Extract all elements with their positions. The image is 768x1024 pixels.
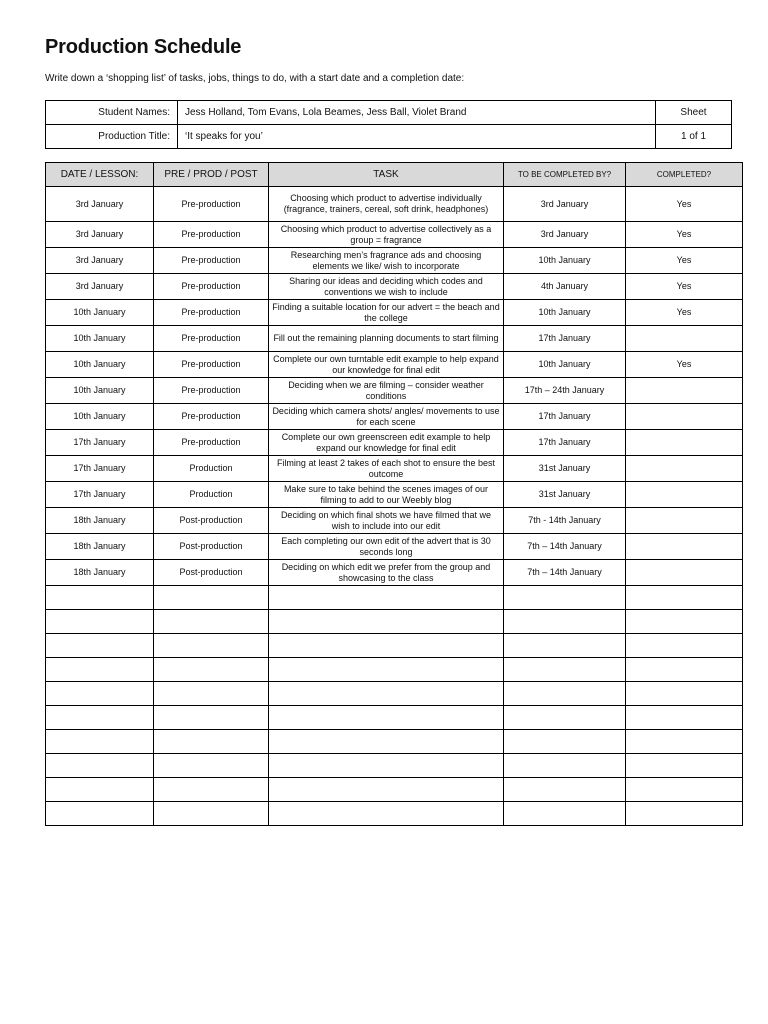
empty-cell[interactable]: [626, 754, 743, 778]
schedule-body: [46, 187, 743, 826]
empty-cell[interactable]: [46, 586, 154, 610]
empty-table-row: [46, 586, 743, 610]
table-row: [46, 274, 743, 300]
completed-cell[interactable]: Yes: [626, 248, 743, 274]
due-cell[interactable]: 17th January: [504, 404, 626, 430]
empty-cell[interactable]: [626, 634, 743, 658]
stage-cell[interactable]: Pre-production: [154, 222, 269, 248]
stage-cell[interactable]: Pre-production: [154, 404, 269, 430]
due-cell[interactable]: 10th January: [504, 248, 626, 274]
empty-table-row: [46, 778, 743, 802]
empty-cell[interactable]: [46, 778, 154, 802]
stage-cell[interactable]: Post-production: [154, 560, 269, 586]
date-cell[interactable]: 3rd January: [46, 248, 154, 274]
completed-cell[interactable]: [626, 404, 743, 430]
task-cell[interactable]: Choosing which product to advertise individually (fragrance, trainers, cereal, soft drink, headphones): [269, 187, 504, 222]
empty-cell[interactable]: [504, 682, 626, 706]
empty-table-row: [46, 706, 743, 730]
completed-cell[interactable]: Yes: [626, 352, 743, 378]
production-title-label: Production Title:: [46, 125, 178, 149]
due-cell[interactable]: 17th January: [504, 326, 626, 352]
due-cell[interactable]: 3rd January: [504, 187, 626, 222]
empty-table-row: [46, 802, 743, 826]
stage-cell[interactable]: Pre-production: [154, 187, 269, 222]
empty-cell[interactable]: [504, 730, 626, 754]
task-cell[interactable]: Complete our own greenscreen edit example to help expand our knowledge for final edit: [269, 430, 504, 456]
stage-cell[interactable]: Pre-production: [154, 352, 269, 378]
task-cell[interactable]: Deciding on which final shots we have filmed that we wish to include into our edit: [269, 508, 504, 534]
empty-cell[interactable]: [504, 754, 626, 778]
empty-cell[interactable]: [504, 778, 626, 802]
date-cell[interactable]: 3rd January: [46, 274, 154, 300]
empty-table-row: [46, 610, 743, 634]
empty-cell[interactable]: [154, 754, 269, 778]
task-cell[interactable]: Choosing which product to advertise collectively as a group = fragrance: [269, 222, 504, 248]
table-row: [46, 560, 743, 586]
due-cell[interactable]: 7th – 14th January: [504, 560, 626, 586]
empty-cell[interactable]: [154, 802, 269, 826]
empty-cell[interactable]: [46, 730, 154, 754]
empty-cell[interactable]: [154, 730, 269, 754]
due-cell[interactable]: 31st January: [504, 482, 626, 508]
col-header-date: DATE / LESSON:: [46, 163, 154, 187]
empty-table-row: [46, 658, 743, 682]
student-names-value[interactable]: Jess Holland, Tom Evans, Lola Beames, Jess Ball, Violet Brand: [178, 101, 656, 125]
task-cell[interactable]: Filming at least 2 takes of each shot to ensure the best outcome: [269, 456, 504, 482]
empty-cell[interactable]: [269, 634, 504, 658]
due-cell[interactable]: 7th – 14th January: [504, 534, 626, 560]
empty-cell[interactable]: [154, 610, 269, 634]
empty-cell[interactable]: [269, 778, 504, 802]
empty-cell[interactable]: [504, 658, 626, 682]
stage-cell[interactable]: Post-production: [154, 508, 269, 534]
completed-cell[interactable]: [626, 430, 743, 456]
due-cell[interactable]: 4th January: [504, 274, 626, 300]
empty-cell[interactable]: [626, 586, 743, 610]
completed-cell[interactable]: Yes: [626, 222, 743, 248]
empty-cell[interactable]: [626, 778, 743, 802]
empty-cell[interactable]: [154, 778, 269, 802]
stage-cell[interactable]: Pre-production: [154, 430, 269, 456]
stage-cell[interactable]: Pre-production: [154, 378, 269, 404]
info-table: [45, 100, 732, 149]
task-cell[interactable]: Complete our own turntable edit example to help expand our knowledge for final edit: [269, 352, 504, 378]
date-cell[interactable]: 17th January: [46, 430, 154, 456]
empty-cell[interactable]: [626, 610, 743, 634]
empty-cell[interactable]: [626, 658, 743, 682]
schedule-header-row: [46, 163, 743, 187]
stage-cell[interactable]: Post-production: [154, 534, 269, 560]
task-cell[interactable]: Researching men’s fragrance ads and choosing elements we like/ wish to incorporate: [269, 248, 504, 274]
sheet-label: Sheet: [656, 101, 732, 125]
empty-cell[interactable]: [269, 586, 504, 610]
table-row: [46, 482, 743, 508]
table-row: [46, 326, 743, 352]
due-cell[interactable]: 17th – 24th January: [504, 378, 626, 404]
empty-cell[interactable]: [626, 682, 743, 706]
empty-cell[interactable]: [46, 658, 154, 682]
completed-cell[interactable]: [626, 482, 743, 508]
stage-cell[interactable]: Pre-production: [154, 248, 269, 274]
empty-cell[interactable]: [46, 706, 154, 730]
empty-cell[interactable]: [154, 658, 269, 682]
completed-cell[interactable]: [626, 326, 743, 352]
due-cell[interactable]: 7th - 14th January: [504, 508, 626, 534]
student-names-label: Student Names:: [46, 101, 178, 125]
empty-cell[interactable]: [154, 682, 269, 706]
date-cell[interactable]: 18th January: [46, 534, 154, 560]
table-row: [46, 378, 743, 404]
task-cell[interactable]: Make sure to take behind the scenes images of our filming to add to our Weebly blog: [269, 482, 504, 508]
stage-cell[interactable]: Production: [154, 456, 269, 482]
date-cell[interactable]: 10th January: [46, 378, 154, 404]
completed-cell[interactable]: [626, 378, 743, 404]
stage-cell[interactable]: Production: [154, 482, 269, 508]
empty-table-row: [46, 730, 743, 754]
empty-cell[interactable]: [504, 610, 626, 634]
empty-cell[interactable]: [46, 634, 154, 658]
due-cell[interactable]: 17th January: [504, 430, 626, 456]
empty-table-row: [46, 754, 743, 778]
date-cell[interactable]: 18th January: [46, 508, 154, 534]
empty-cell[interactable]: [154, 706, 269, 730]
stage-cell[interactable]: Pre-production: [154, 274, 269, 300]
table-row: [46, 187, 743, 222]
empty-cell[interactable]: [626, 706, 743, 730]
empty-cell[interactable]: [504, 634, 626, 658]
task-cell[interactable]: Finding a suitable location for our advert = the beach and the college: [269, 300, 504, 326]
due-cell[interactable]: 10th January: [504, 300, 626, 326]
due-cell[interactable]: 3rd January: [504, 222, 626, 248]
empty-cell[interactable]: [504, 586, 626, 610]
col-header-task: TASK: [269, 163, 504, 187]
empty-cell[interactable]: [46, 610, 154, 634]
empty-cell[interactable]: [154, 586, 269, 610]
date-cell[interactable]: 18th January: [46, 560, 154, 586]
task-cell[interactable]: Deciding which camera shots/ angles/ movements to use for each scene: [269, 404, 504, 430]
table-row: [46, 222, 743, 248]
stage-cell[interactable]: Pre-production: [154, 326, 269, 352]
date-cell[interactable]: 10th January: [46, 352, 154, 378]
date-cell[interactable]: 3rd January: [46, 222, 154, 248]
empty-cell[interactable]: [269, 658, 504, 682]
table-row: [46, 456, 743, 482]
completed-cell[interactable]: [626, 534, 743, 560]
date-cell[interactable]: 3rd January: [46, 187, 154, 222]
col-header-stage: PRE / PROD / POST: [154, 163, 269, 187]
completed-cell[interactable]: [626, 560, 743, 586]
table-row: [46, 300, 743, 326]
date-cell[interactable]: 10th January: [46, 300, 154, 326]
empty-cell[interactable]: [269, 730, 504, 754]
empty-table-row: [46, 682, 743, 706]
production-title-value[interactable]: ‘It speaks for you’: [178, 125, 656, 149]
empty-cell[interactable]: [626, 730, 743, 754]
due-cell[interactable]: 10th January: [504, 352, 626, 378]
task-cell[interactable]: Deciding on which edit we prefer from the group and showcasing to the class: [269, 560, 504, 586]
completed-cell[interactable]: [626, 508, 743, 534]
empty-cell[interactable]: [46, 682, 154, 706]
empty-cell[interactable]: [46, 802, 154, 826]
empty-cell[interactable]: [269, 754, 504, 778]
completed-cell[interactable]: Yes: [626, 274, 743, 300]
empty-table-row: [46, 634, 743, 658]
date-cell[interactable]: 17th January: [46, 456, 154, 482]
date-cell[interactable]: 10th January: [46, 404, 154, 430]
completed-cell[interactable]: Yes: [626, 187, 743, 222]
sheet-number: 1 of 1: [656, 125, 732, 149]
task-cell[interactable]: Sharing our ideas and deciding which codes and conventions we wish to include: [269, 274, 504, 300]
col-header-due: TO BE COMPLETED BY?: [504, 163, 626, 187]
empty-cell[interactable]: [504, 802, 626, 826]
schedule-table: [45, 162, 743, 826]
table-row: [46, 404, 743, 430]
task-cell[interactable]: Deciding when we are filming – consider weather conditions: [269, 378, 504, 404]
date-cell[interactable]: 17th January: [46, 482, 154, 508]
due-cell[interactable]: 31st January: [504, 456, 626, 482]
task-cell[interactable]: Fill out the remaining planning documents to start filming: [269, 326, 504, 352]
col-header-completed: COMPLETED?: [626, 163, 743, 187]
empty-cell[interactable]: [154, 634, 269, 658]
page-instructions: Write down a ‘shopping list’ of tasks, jobs, things to do, with a start date and a completion date:: [45, 73, 465, 84]
empty-cell[interactable]: [504, 706, 626, 730]
empty-cell[interactable]: [46, 754, 154, 778]
completed-cell[interactable]: [626, 456, 743, 482]
empty-cell[interactable]: [626, 802, 743, 826]
empty-cell[interactable]: [269, 706, 504, 730]
empty-cell[interactable]: [269, 682, 504, 706]
table-row: [46, 248, 743, 274]
table-row: [46, 430, 743, 456]
empty-cell[interactable]: [269, 802, 504, 826]
table-row: [46, 508, 743, 534]
completed-cell[interactable]: Yes: [626, 300, 743, 326]
stage-cell[interactable]: Pre-production: [154, 300, 269, 326]
date-cell[interactable]: 10th January: [46, 326, 154, 352]
page-title: Production Schedule: [45, 36, 242, 58]
task-cell[interactable]: Each completing our own edit of the advert that is 30 seconds long: [269, 534, 504, 560]
empty-cell[interactable]: [269, 610, 504, 634]
table-row: [46, 352, 743, 378]
table-row: [46, 534, 743, 560]
